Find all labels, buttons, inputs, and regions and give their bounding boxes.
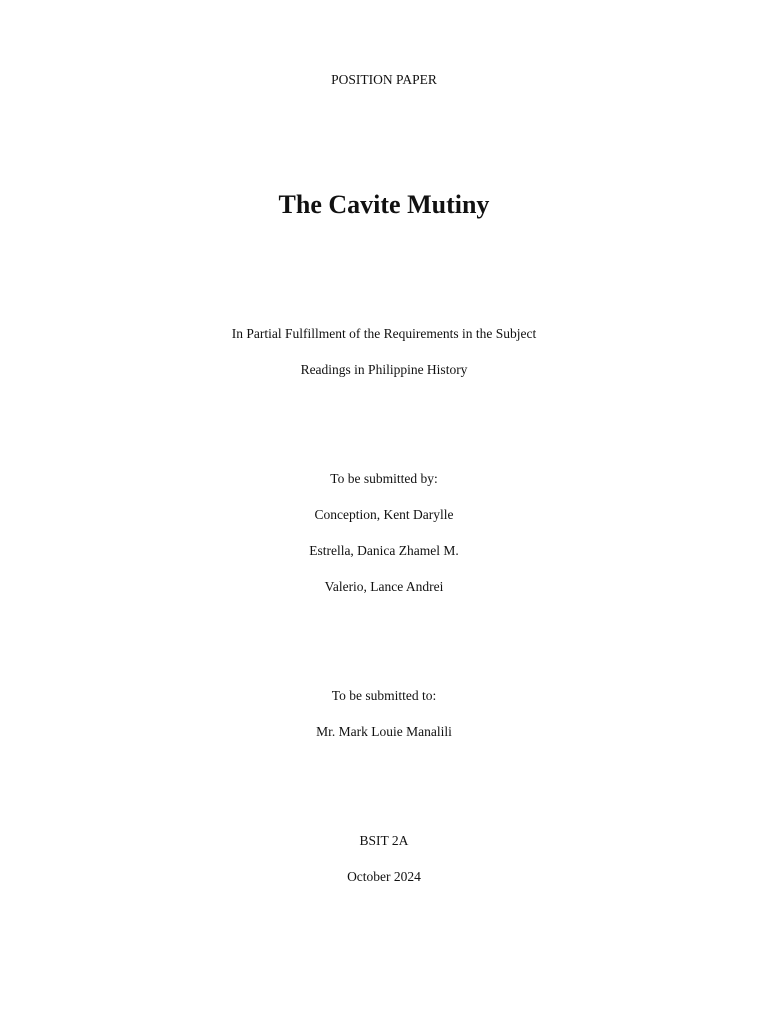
submission-date: October 2024 [347,869,421,884]
requirement-line-2: Readings in Philippine History [300,362,468,377]
requirement-line-1: In Partial Fulfillment of the Requirements in the Subject [231,326,537,341]
author-name: Valerio, Lance Andrei [324,579,444,594]
author-name: Conception, Kent Darylle [314,507,454,522]
submitted-by-label: To be submitted by: [330,471,438,486]
document-label: POSITION PAPER [331,72,437,87]
recipient-name: Mr. Mark Louie Manalili [316,724,452,739]
submitted-to-label: To be submitted to: [331,688,437,703]
author-name: Estrella, Danica Zhamel M. [309,543,459,558]
section-label: BSIT 2A [359,833,409,848]
document-title: The Cavite Mutiny [278,190,490,219]
